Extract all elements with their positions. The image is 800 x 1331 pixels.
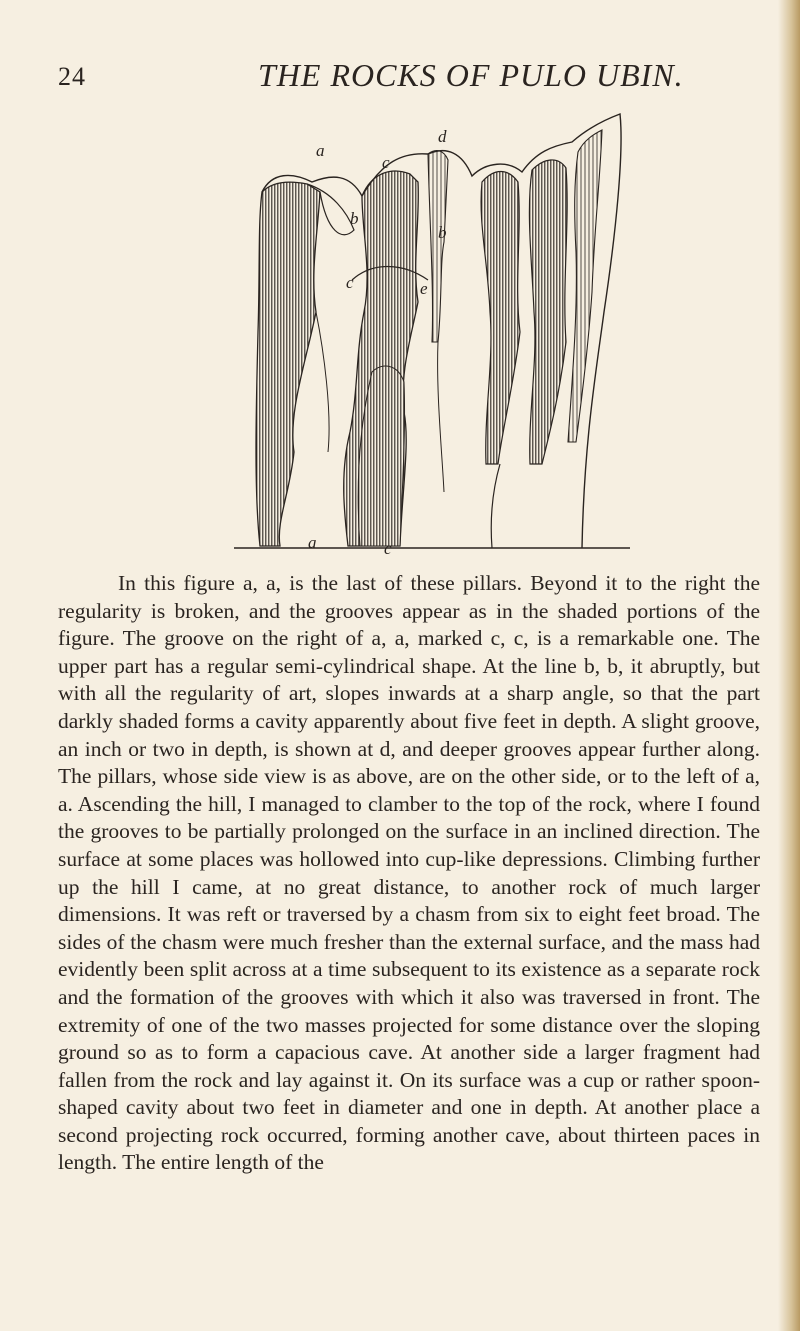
label-b-right: b (438, 223, 447, 242)
label-c-mid-right: e (420, 279, 428, 298)
label-c-top: c (382, 153, 390, 172)
label-d-top: d (438, 127, 447, 146)
label-b-left: b (350, 209, 359, 228)
groove-right-1 (481, 172, 520, 465)
running-title: THE ROCKS OF PULO UBIN. (258, 57, 684, 93)
body-paragraph: In this figure a, a, is the last of these pillars. Beyond it to the right the regularity is broken, and the grooves appear as in the shaded portions of the figure. The groove on the right of a, a, marked c, c, is a remarkable one. The upper part has a regular semi-cylindrical shape. At the line b, b, it abruptly, but with all the regularity of art, slopes inwards at a sharp angle, so that the part darkly shaded forms a cavity apparently about five feet in depth. A slight groove, an inch or two in depth, is shown at d, and deeper grooves appear further along. The pillars, whose side view is as above, are on the other side, or to the left of a, a. Ascending the hill, I managed to clamber to the top of the rock, where I found the grooves to be partially prolonged on the surface in an inclined direction. The surface at some places was hollowed into cup-like depressions. Climbing further up the hill I came, at no great distance, to another rock of much larger dimensions. It was reft or traversed by a chasm from six to eight feet broad. The sides of the chasm were much fresher than the external surface, and the mass had evidently been split across at a time subsequent to its existence as a separate rock and the formation of the grooves with which it also was traversed in front. The extremity of one of the two masses projected for some distance over the sloping ground so as to form a capacious cave. At another side a larger fragment had fallen from the rock and lay against it. On its surface was a cup or rather spoon-shaped cavity about two feet in diameter and one in depth. At another place a second projecting rock occurred, forming another cave, about thirteen paces in length. The entire length of the (58, 571, 760, 1175)
page-edge-shadow (778, 0, 800, 1331)
label-a-top: a (316, 141, 325, 160)
groove-right-3 (568, 130, 602, 442)
rock-groove-figure (232, 112, 642, 554)
label-c-bottom: c (384, 539, 392, 554)
pillar-a (256, 182, 320, 546)
label-a-bottom: a (308, 533, 317, 552)
page-number: 24 (58, 62, 86, 91)
body-text (58, 570, 760, 1177)
groove-d (428, 151, 448, 342)
label-c-mid-left: c (346, 273, 354, 292)
groove-right-2 (529, 160, 567, 464)
figure-illustration (232, 112, 642, 554)
